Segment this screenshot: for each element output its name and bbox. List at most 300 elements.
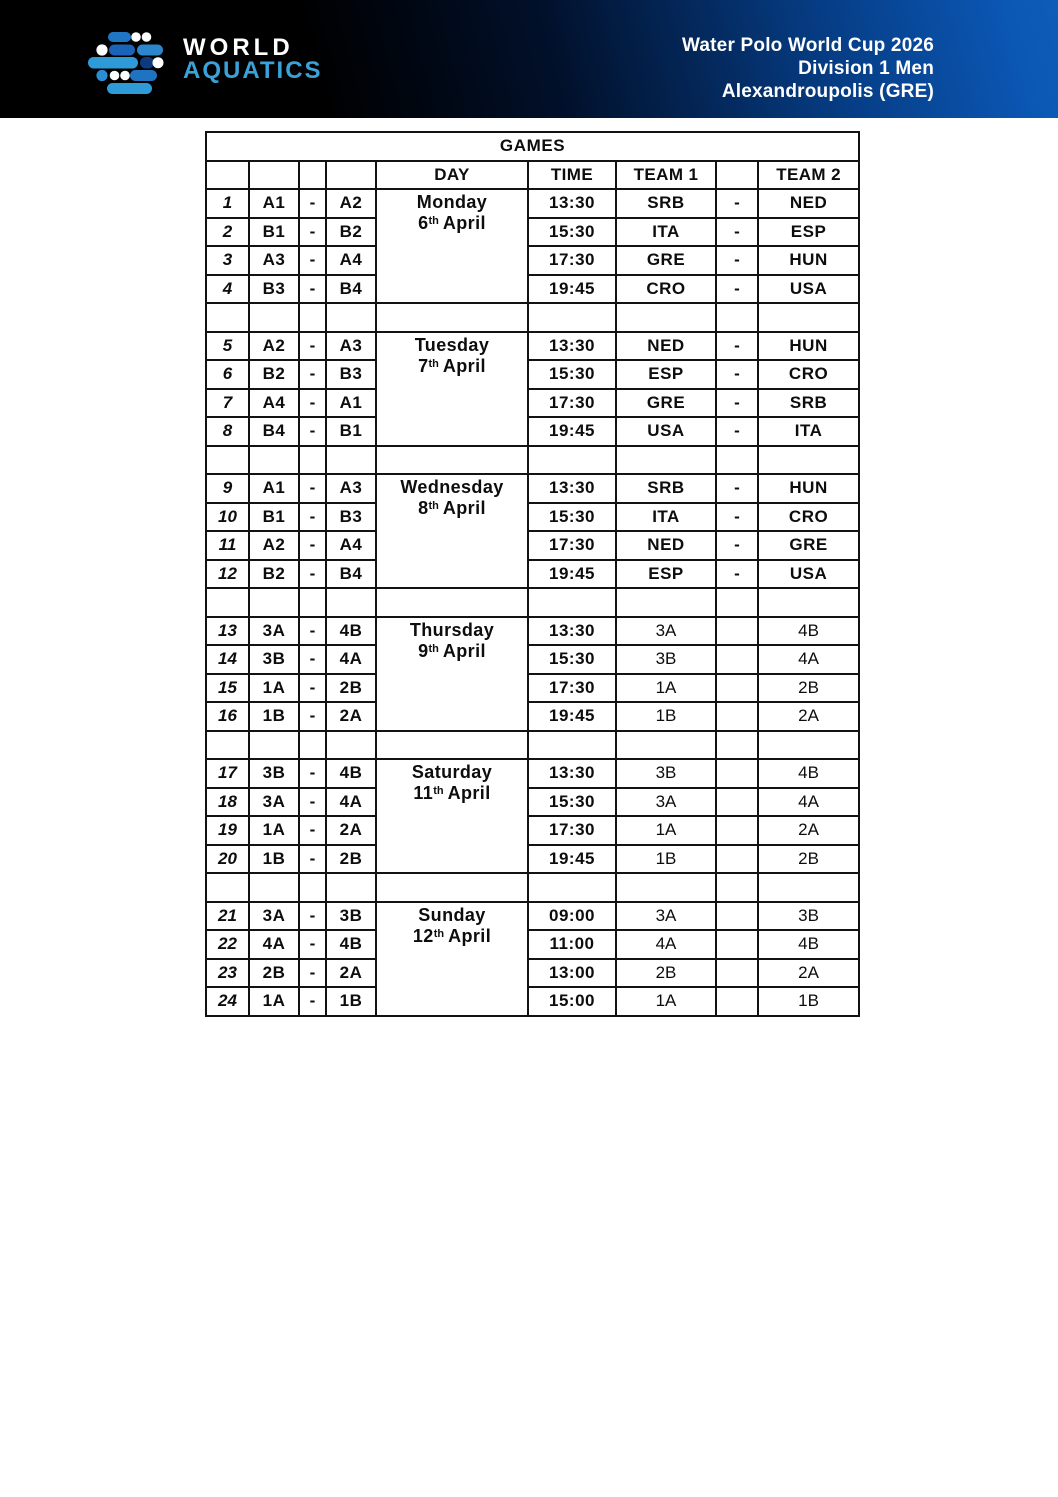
- game-number: 15: [206, 674, 249, 703]
- game-row: [206, 845, 859, 874]
- game-number: 23: [206, 959, 249, 988]
- empty-cell: [299, 731, 326, 760]
- game-time: 13:30: [528, 759, 616, 788]
- code-dash: -: [299, 816, 326, 845]
- game-number: 22: [206, 930, 249, 959]
- team-2: SRB: [758, 389, 859, 418]
- game-code-1: B1: [249, 218, 299, 247]
- code-dash: -: [299, 930, 326, 959]
- team-1: ITA: [616, 218, 716, 247]
- team-dash: [716, 617, 758, 646]
- table-title: GAMES: [206, 132, 859, 161]
- empty-cell: [616, 588, 716, 617]
- day-date-month: April: [442, 213, 486, 233]
- spacer-row: [206, 731, 859, 760]
- column-header-team1: TEAM 1: [616, 161, 716, 190]
- empty-cell: [326, 873, 376, 902]
- game-day: [376, 617, 528, 731]
- game-code-2: 2A: [326, 702, 376, 731]
- code-dash: -: [299, 503, 326, 532]
- team-dash: -: [716, 275, 758, 304]
- game-row: [206, 788, 859, 817]
- game-code-1: A2: [249, 531, 299, 560]
- game-code-1: 1A: [249, 674, 299, 703]
- game-code-2: 4A: [326, 788, 376, 817]
- team-2: 4B: [758, 617, 859, 646]
- game-row: [206, 930, 859, 959]
- column-header-team2: TEAM 2: [758, 161, 859, 190]
- game-row: [206, 560, 859, 589]
- code-dash: -: [299, 674, 326, 703]
- spacer-row: [206, 588, 859, 617]
- day-date-num: 11: [413, 783, 434, 803]
- team-2: ESP: [758, 218, 859, 247]
- team-1: 3A: [616, 617, 716, 646]
- game-number: 17: [206, 759, 249, 788]
- game-number: 2: [206, 218, 249, 247]
- game-time: 19:45: [528, 845, 616, 874]
- game-time: 09:00: [528, 902, 616, 931]
- game-code-1: 3A: [249, 788, 299, 817]
- event-title-line1: Water Polo World Cup 2026: [681, 35, 934, 56]
- game-time: 13:30: [528, 617, 616, 646]
- team-dash: [716, 816, 758, 845]
- game-code-1: 4A: [249, 930, 299, 959]
- header-empty-dash: [299, 161, 326, 190]
- logo-word-world: WORLD: [183, 34, 294, 61]
- game-code-1: A4: [249, 389, 299, 418]
- game-code-1: A2: [249, 332, 299, 361]
- empty-cell: [299, 588, 326, 617]
- column-header-row: [206, 161, 859, 190]
- game-code-2: 4B: [326, 930, 376, 959]
- team-2: NED: [758, 189, 859, 218]
- game-row: [206, 360, 859, 389]
- team-dash: -: [716, 246, 758, 275]
- team-2: HUN: [758, 246, 859, 275]
- game-row: [206, 474, 859, 503]
- game-code-2: A4: [326, 246, 376, 275]
- empty-cell: [758, 446, 859, 475]
- code-dash: -: [299, 474, 326, 503]
- day-date-month: April: [442, 640, 486, 661]
- empty-cell: [249, 873, 299, 902]
- team-1: 4A: [616, 930, 716, 959]
- team-2: 4B: [758, 759, 859, 788]
- team-dash: [716, 788, 758, 817]
- game-number: 24: [206, 987, 249, 1016]
- game-code-1: 1B: [249, 702, 299, 731]
- game-number: 8: [206, 417, 249, 446]
- team-2: 4A: [758, 788, 859, 817]
- empty-cell: [528, 873, 616, 902]
- empty-cell: [249, 731, 299, 760]
- game-row: [206, 816, 859, 845]
- empty-cell: [376, 873, 528, 902]
- game-row: [206, 959, 859, 988]
- empty-cell: [528, 588, 616, 617]
- team-1: NED: [616, 332, 716, 361]
- code-dash: -: [299, 332, 326, 361]
- game-code-2: A4: [326, 531, 376, 560]
- code-dash: -: [299, 617, 326, 646]
- spacer-row: [206, 303, 859, 332]
- team-2: USA: [758, 560, 859, 589]
- team-1: 1A: [616, 674, 716, 703]
- team-1: 3B: [616, 645, 716, 674]
- day-name: Wednesday: [400, 477, 504, 497]
- day-name: Thursday: [409, 619, 495, 640]
- team-dash: [716, 987, 758, 1016]
- empty-cell: [206, 446, 249, 475]
- game-time: 17:30: [528, 389, 616, 418]
- team-dash: -: [716, 218, 758, 247]
- day-date-num: 12: [412, 925, 434, 946]
- empty-cell: [299, 446, 326, 475]
- day-date-suffix: th: [428, 642, 439, 655]
- team-1: CRO: [616, 275, 716, 304]
- team-1: 2B: [616, 959, 716, 988]
- empty-cell: [249, 588, 299, 617]
- game-code-2: 4A: [326, 645, 376, 674]
- game-row: [206, 246, 859, 275]
- table-title-row: [206, 132, 859, 161]
- team-1: GRE: [616, 389, 716, 418]
- game-code-1: A1: [249, 189, 299, 218]
- team-2: 2B: [758, 845, 859, 874]
- game-code-2: A3: [326, 332, 376, 361]
- game-time: 17:30: [528, 816, 616, 845]
- game-number: 11: [206, 531, 249, 560]
- game-time: 15:30: [528, 360, 616, 389]
- empty-cell: [616, 446, 716, 475]
- game-day: [376, 474, 528, 588]
- game-row: [206, 389, 859, 418]
- world-aquatics-logo-icon: [88, 32, 164, 96]
- logo-word-aquatics: AQUATICS: [183, 57, 323, 84]
- code-dash: -: [299, 189, 326, 218]
- team-dash: -: [716, 189, 758, 218]
- team-1: 3B: [616, 759, 716, 788]
- event-title-line2: Division 1 Men: [798, 58, 934, 79]
- empty-cell: [206, 588, 249, 617]
- game-code-1: 2B: [249, 959, 299, 988]
- team-dash: [716, 674, 758, 703]
- team-1: 1B: [616, 845, 716, 874]
- game-code-1: 1B: [249, 845, 299, 874]
- team-dash: -: [716, 474, 758, 503]
- game-row: [206, 275, 859, 304]
- game-code-2: 3B: [326, 902, 376, 931]
- day-date-month: April: [442, 498, 486, 518]
- code-dash: -: [299, 759, 326, 788]
- team-1: 3A: [616, 788, 716, 817]
- empty-cell: [376, 303, 528, 332]
- empty-cell: [206, 731, 249, 760]
- game-code-1: A1: [249, 474, 299, 503]
- team-dash: -: [716, 560, 758, 589]
- game-time: 19:45: [528, 560, 616, 589]
- team-dash: [716, 759, 758, 788]
- empty-cell: [326, 588, 376, 617]
- code-dash: -: [299, 246, 326, 275]
- game-number: 21: [206, 902, 249, 931]
- team-1: SRB: [616, 474, 716, 503]
- day-date-suffix: th: [428, 357, 439, 370]
- game-code-1: 3A: [249, 617, 299, 646]
- empty-cell: [249, 446, 299, 475]
- empty-cell: [326, 446, 376, 475]
- game-row: [206, 645, 859, 674]
- empty-cell: [616, 303, 716, 332]
- game-row: [206, 674, 859, 703]
- game-code-1: A3: [249, 246, 299, 275]
- empty-cell: [376, 731, 528, 760]
- team-2: CRO: [758, 360, 859, 389]
- empty-cell: [616, 873, 716, 902]
- code-dash: -: [299, 959, 326, 988]
- game-time: 17:30: [528, 531, 616, 560]
- code-dash: -: [299, 560, 326, 589]
- empty-cell: [758, 303, 859, 332]
- empty-cell: [376, 446, 528, 475]
- game-number: 10: [206, 503, 249, 532]
- code-dash: -: [299, 417, 326, 446]
- team-dash: [716, 845, 758, 874]
- game-code-1: 3A: [249, 902, 299, 931]
- team-2: HUN: [758, 474, 859, 503]
- game-number: 9: [206, 474, 249, 503]
- game-day: [376, 759, 528, 873]
- day-date-suffix: th: [428, 215, 439, 227]
- game-code-1: B2: [249, 360, 299, 389]
- empty-cell: [716, 731, 758, 760]
- game-row: [206, 902, 859, 931]
- empty-cell: [326, 303, 376, 332]
- code-dash: -: [299, 645, 326, 674]
- empty-cell: [299, 303, 326, 332]
- team-dash: [716, 959, 758, 988]
- game-code-1: B2: [249, 560, 299, 589]
- game-number: 5: [206, 332, 249, 361]
- day-date-suffix: th: [433, 785, 444, 797]
- team-1: 3A: [616, 902, 716, 931]
- header-empty-code1: [249, 161, 299, 190]
- game-time: 19:45: [528, 417, 616, 446]
- team-2: 1B: [758, 987, 859, 1016]
- team-dash: [716, 702, 758, 731]
- game-time: 17:30: [528, 674, 616, 703]
- header-empty-code2: [326, 161, 376, 190]
- header-empty-middash: [716, 161, 758, 190]
- game-code-1: 1A: [249, 987, 299, 1016]
- game-time: 15:30: [528, 645, 616, 674]
- logo-wordmark: [183, 30, 323, 82]
- team-dash: -: [716, 389, 758, 418]
- game-row: [206, 417, 859, 446]
- empty-cell: [206, 303, 249, 332]
- day-name: Saturday: [411, 762, 493, 782]
- empty-cell: [616, 731, 716, 760]
- game-row: [206, 617, 859, 646]
- empty-cell: [758, 873, 859, 902]
- team-1: 1A: [616, 987, 716, 1016]
- game-row: [206, 531, 859, 560]
- team-1: ESP: [616, 560, 716, 589]
- game-code-2: B3: [326, 360, 376, 389]
- game-time: 17:30: [528, 246, 616, 275]
- team-2: USA: [758, 275, 859, 304]
- code-dash: -: [299, 389, 326, 418]
- day-date-month: April: [447, 783, 491, 803]
- day-name: Tuesday: [414, 334, 490, 355]
- game-time: 11:00: [528, 930, 616, 959]
- team-dash: [716, 930, 758, 959]
- game-number: 13: [206, 617, 249, 646]
- team-2: 2A: [758, 702, 859, 731]
- game-code-2: B4: [326, 275, 376, 304]
- game-time: 19:45: [528, 702, 616, 731]
- game-row: [206, 218, 859, 247]
- game-code-2: 2A: [326, 816, 376, 845]
- team-2: 4B: [758, 930, 859, 959]
- game-code-2: A2: [326, 189, 376, 218]
- game-row: [206, 332, 859, 361]
- empty-cell: [326, 731, 376, 760]
- game-code-2: 2B: [326, 674, 376, 703]
- code-dash: -: [299, 275, 326, 304]
- team-dash: -: [716, 503, 758, 532]
- team-1: USA: [616, 417, 716, 446]
- game-code-1: B4: [249, 417, 299, 446]
- team-2: HUN: [758, 332, 859, 361]
- code-dash: -: [299, 702, 326, 731]
- team-1: GRE: [616, 246, 716, 275]
- game-code-2: B1: [326, 417, 376, 446]
- game-row: [206, 759, 859, 788]
- game-number: 7: [206, 389, 249, 418]
- team-1: NED: [616, 531, 716, 560]
- game-time: 19:45: [528, 275, 616, 304]
- day-date-suffix: th: [433, 927, 445, 940]
- event-title-line3: Alexandroupolis (GRE): [721, 81, 934, 102]
- game-number: 12: [206, 560, 249, 589]
- empty-cell: [206, 873, 249, 902]
- game-day: [376, 902, 528, 1016]
- empty-cell: [758, 731, 859, 760]
- game-code-1: B3: [249, 275, 299, 304]
- team-2: 2A: [758, 959, 859, 988]
- game-day: [376, 189, 528, 303]
- team-dash: [716, 645, 758, 674]
- game-code-1: B1: [249, 503, 299, 532]
- column-header-day: DAY: [376, 161, 528, 190]
- day-date-month: April: [442, 355, 486, 376]
- team-dash: -: [716, 417, 758, 446]
- game-number: 3: [206, 246, 249, 275]
- team-1: 1A: [616, 816, 716, 845]
- day-date-suffix: th: [428, 500, 439, 512]
- empty-cell: [528, 731, 616, 760]
- game-code-2: B2: [326, 218, 376, 247]
- game-day: [376, 332, 528, 446]
- code-dash: -: [299, 531, 326, 560]
- game-row: [206, 702, 859, 731]
- team-dash: -: [716, 360, 758, 389]
- team-dash: -: [716, 332, 758, 361]
- day-name: Sunday: [418, 904, 486, 925]
- code-dash: -: [299, 360, 326, 389]
- team-2: ITA: [758, 417, 859, 446]
- team-2: 3B: [758, 902, 859, 931]
- team-2: 2B: [758, 674, 859, 703]
- game-code-2: 2B: [326, 845, 376, 874]
- game-code-2: B4: [326, 560, 376, 589]
- games-table: [205, 131, 860, 1017]
- spacer-row: [206, 873, 859, 902]
- empty-cell: [716, 588, 758, 617]
- column-header-time: TIME: [528, 161, 616, 190]
- day-name: Monday: [416, 192, 488, 212]
- game-time: 15:00: [528, 987, 616, 1016]
- game-number: 18: [206, 788, 249, 817]
- header-empty-num: [206, 161, 249, 190]
- team-2: GRE: [758, 531, 859, 560]
- code-dash: -: [299, 987, 326, 1016]
- empty-cell: [528, 446, 616, 475]
- day-date-num: 8: [418, 498, 429, 518]
- game-code-2: 4B: [326, 617, 376, 646]
- team-1: ITA: [616, 503, 716, 532]
- empty-cell: [758, 588, 859, 617]
- game-number: 19: [206, 816, 249, 845]
- game-time: 15:30: [528, 503, 616, 532]
- empty-cell: [299, 873, 326, 902]
- game-code-2: 4B: [326, 759, 376, 788]
- world-aquatics-logo: [88, 30, 323, 96]
- game-row: [206, 503, 859, 532]
- empty-cell: [716, 303, 758, 332]
- day-date-month: April: [448, 925, 492, 946]
- game-code-2: A3: [326, 474, 376, 503]
- game-code-2: A1: [326, 389, 376, 418]
- game-code-2: B3: [326, 503, 376, 532]
- game-code-1: 3B: [249, 759, 299, 788]
- game-number: 20: [206, 845, 249, 874]
- code-dash: -: [299, 902, 326, 931]
- game-code-2: 1B: [326, 987, 376, 1016]
- game-number: 1: [206, 189, 249, 218]
- event-title-block: [682, 34, 934, 103]
- code-dash: -: [299, 218, 326, 247]
- game-time: 13:30: [528, 189, 616, 218]
- day-date-num: 9: [418, 640, 429, 661]
- game-number: 4: [206, 275, 249, 304]
- team-1: ESP: [616, 360, 716, 389]
- game-code-2: 2A: [326, 959, 376, 988]
- day-date-num: 7: [418, 355, 429, 376]
- header-bar: [0, 0, 1058, 118]
- game-time: 15:30: [528, 218, 616, 247]
- game-code-1: 1A: [249, 816, 299, 845]
- game-time: 13:30: [528, 474, 616, 503]
- game-number: 14: [206, 645, 249, 674]
- empty-cell: [376, 588, 528, 617]
- team-1: 1B: [616, 702, 716, 731]
- team-1: SRB: [616, 189, 716, 218]
- game-time: 15:30: [528, 788, 616, 817]
- game-number: 6: [206, 360, 249, 389]
